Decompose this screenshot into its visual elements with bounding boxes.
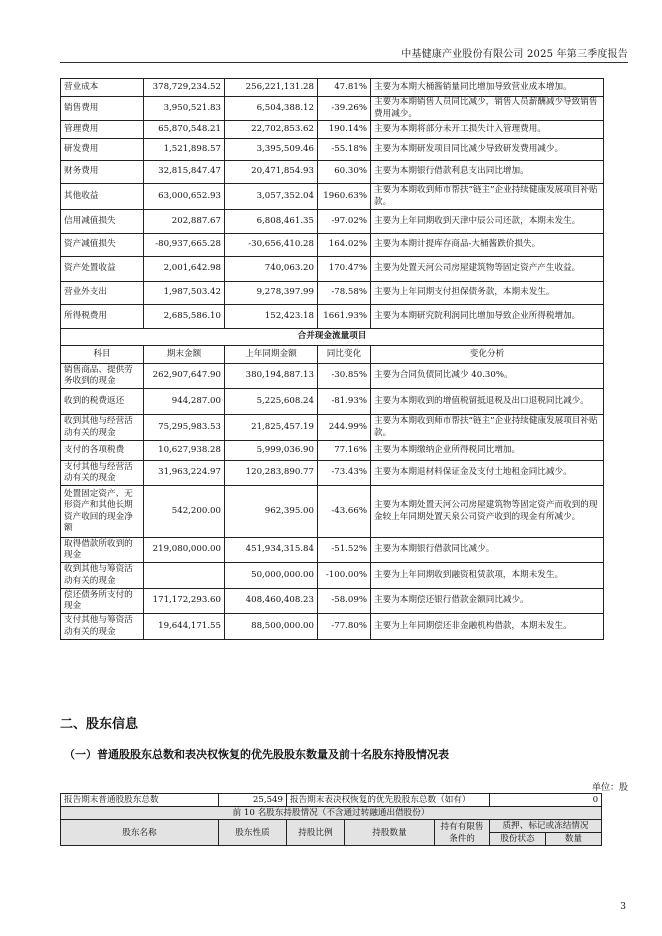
shareholder-header-row-1 — [61, 820, 602, 833]
preferred-shareholders-label: 报告期末表决权恢复的优先股股东总数（如有） — [287, 794, 490, 807]
row-change: 1960.63% — [318, 184, 371, 210]
row-current-amount: 2,001,642.98 — [144, 257, 225, 282]
row-change: -77.80% — [318, 614, 371, 640]
cashflow-section-title: 合并现金流量项目 — [61, 329, 604, 346]
row-item: 收到其他与筹资活动有关的现金 — [61, 563, 144, 589]
shareholder-table — [60, 793, 602, 846]
row-analysis: 主要为上年同期收到天津中辰公司还款，本期未发生。 — [371, 210, 604, 234]
col-header-analysis: 变化分析 — [371, 346, 604, 364]
row-prior-amount: 408,460,408.23 — [225, 589, 318, 614]
row-prior-amount: 5,999,036.90 — [225, 441, 318, 461]
row-item: 资产减值损失 — [61, 234, 144, 257]
income-row — [61, 305, 604, 329]
cashflow-row — [61, 589, 604, 614]
row-current-amount: 542,200.00 — [144, 486, 225, 538]
row-prior-amount: 50,000,000.00 — [225, 563, 318, 589]
row-current-amount: 1,521,898.57 — [144, 139, 225, 161]
col-header-nature: 股东性质 — [219, 820, 287, 846]
row-prior-amount: -30,656,410.28 — [225, 234, 318, 257]
row-item: 其他收益 — [61, 184, 144, 210]
row-prior-amount: 3,395,509.46 — [225, 139, 318, 161]
income-row — [61, 97, 604, 121]
income-row — [61, 234, 604, 257]
cashflow-row — [61, 461, 604, 486]
row-analysis: 主要为处置天河公司房屋建筑物等固定资产产生收益。 — [371, 257, 604, 282]
row-analysis: 主要为本期退材料保证金及支付土地租金同比减少。 — [371, 461, 604, 486]
income-row — [61, 282, 604, 305]
income-rows — [61, 79, 604, 329]
total-shareholders-label: 报告期末普通股股东总数 — [61, 794, 219, 807]
page-number: 3 — [620, 902, 626, 912]
section-title-shareholders: 二、股东信息 — [60, 717, 139, 732]
row-current-amount: 10,627,938.28 — [144, 441, 225, 461]
unit-label: 单位：股 — [591, 783, 628, 793]
row-change: -97.02% — [318, 210, 371, 234]
row-prior-amount: 6,504,388.12 — [225, 97, 318, 121]
row-change: 170.47% — [318, 257, 371, 282]
row-analysis: 主要为本期计提库存商品-大桶酱跌价损失。 — [371, 234, 604, 257]
total-shareholders-value: 25,549 — [219, 794, 287, 807]
row-current-amount: 378,729,234.52 — [144, 79, 225, 97]
row-current-amount: 1,987,503.42 — [144, 282, 225, 305]
row-change: -43.66% — [318, 486, 371, 538]
row-item: 研发费用 — [61, 139, 144, 161]
top10-caption-row — [61, 807, 602, 820]
row-current-amount — [144, 563, 225, 589]
cashflow-row — [61, 415, 604, 441]
col-header-amount: 数量 — [546, 833, 602, 846]
row-current-amount: 75,295,983.53 — [144, 415, 225, 441]
row-item: 资产处置收益 — [61, 257, 144, 282]
row-analysis: 主要为本期研究院利润同比增加导致企业所得税增加。 — [371, 305, 604, 329]
row-analysis: 主要为本期处置天河公司房屋建筑物等固定资产而收到的现金较上年同期处置天泉公司资产收到的现金有所减少。 — [371, 486, 604, 538]
row-prior-amount: 5,225,608.24 — [225, 389, 318, 415]
income-row — [61, 161, 604, 184]
row-item: 支付其他与经营活动有关的现金 — [61, 461, 144, 486]
income-row — [61, 139, 604, 161]
row-item: 取得借款所收到的现金 — [61, 538, 144, 563]
row-change: -81.93% — [318, 389, 371, 415]
row-analysis: 主要为本期收到的增值税留抵退税及出口退税同比减少。 — [371, 389, 604, 415]
row-change: -39.26% — [318, 97, 371, 121]
row-change: -55.18% — [318, 139, 371, 161]
col-header-ratio: 持股比例 — [287, 820, 345, 846]
row-analysis: 主要为本期收到师市帮扶“链主”企业持续健康发展项目补贴款。 — [371, 415, 604, 441]
financial-change-table — [60, 78, 604, 640]
row-current-amount: 202,887.67 — [144, 210, 225, 234]
row-item: 管理费用 — [61, 121, 144, 139]
cashflow-section-title-row — [61, 329, 604, 346]
row-change: -30.85% — [318, 364, 371, 389]
row-prior-amount: 88,500,000.00 — [225, 614, 318, 640]
income-row — [61, 79, 604, 97]
row-item: 支付其他与筹资活动有关的现金 — [61, 614, 144, 640]
cashflow-header-row — [61, 346, 604, 364]
col-header-pledge: 质押、标记或冻结情况 — [490, 820, 602, 833]
top10-caption: 前 10 名股东持股情况（不含通过转融通出借股份） — [61, 807, 602, 820]
col-header-quantity: 持股数量 — [345, 820, 435, 846]
col-header-name: 股东名称 — [61, 820, 219, 846]
shareholder-summary-row — [61, 794, 602, 807]
col-header-share-status: 股份状态 — [490, 833, 546, 846]
row-change: -58.09% — [318, 589, 371, 614]
row-change: 244.99% — [318, 415, 371, 441]
cashflow-section — [61, 329, 604, 364]
row-item: 收到其他与经营活动有关的现金 — [61, 415, 144, 441]
row-prior-amount: 451,934,315.84 — [225, 538, 318, 563]
row-analysis: 主要为本期销售人员同比减少，销售人员薪酬减少导致销售费用减少。 — [371, 97, 604, 121]
row-item: 销售费用 — [61, 97, 144, 121]
cashflow-row — [61, 563, 604, 589]
row-change: 164.02% — [318, 234, 371, 257]
row-change: 190.14% — [318, 121, 371, 139]
page-header: 中基健康产业股份有限公司 2025 年第三季度报告 — [401, 49, 628, 60]
row-item: 支付的各项税费 — [61, 441, 144, 461]
row-item: 所得税费用 — [61, 305, 144, 329]
row-analysis: 主要为本期银行借款同比减少。 — [371, 538, 604, 563]
row-change: 77.16% — [318, 441, 371, 461]
cashflow-row — [61, 389, 604, 415]
row-analysis: 主要为本期收到师市帮扶“链主”企业持续健康发展项目补贴款。 — [371, 184, 604, 210]
row-change: -78.58% — [318, 282, 371, 305]
row-current-amount: 63,000,652.93 — [144, 184, 225, 210]
row-change: 47.81% — [318, 79, 371, 97]
row-analysis: 主要为本期研发项目同比减少导致研发费用减少。 — [371, 139, 604, 161]
header-rule — [60, 62, 628, 63]
row-current-amount: 171,172,293.60 — [144, 589, 225, 614]
row-current-amount: 219,080,000.00 — [144, 538, 225, 563]
row-current-amount: 3,950,521.83 — [144, 97, 225, 121]
row-analysis: 主要为本期大桶酱销量同比增加导致营业成本增加。 — [371, 79, 604, 97]
row-item: 信用减值损失 — [61, 210, 144, 234]
row-current-amount: 944,287.00 — [144, 389, 225, 415]
row-current-amount: 19,644,171.55 — [144, 614, 225, 640]
row-prior-amount: 22,702,853.62 — [225, 121, 318, 139]
row-item: 收到的税费返还 — [61, 389, 144, 415]
row-analysis: 主要为本期偿还银行借款金额同比减少。 — [371, 589, 604, 614]
col-header-current: 期末金额 — [144, 346, 225, 364]
cashflow-rows — [61, 364, 604, 640]
row-current-amount: -80,937,665.28 — [144, 234, 225, 257]
row-prior-amount: 120,283,890.77 — [225, 461, 318, 486]
row-prior-amount: 740,063.20 — [225, 257, 318, 282]
col-header-prior: 上年同期金额 — [225, 346, 318, 364]
col-header-item: 科目 — [61, 346, 144, 364]
cashflow-row — [61, 441, 604, 461]
income-row — [61, 184, 604, 210]
row-prior-amount: 962,395.00 — [225, 486, 318, 538]
row-current-amount: 262,907,647.90 — [144, 364, 225, 389]
income-row — [61, 121, 604, 139]
col-header-change: 同比变化 — [318, 346, 371, 364]
preferred-shareholders-value: 0 — [490, 794, 602, 807]
row-prior-amount: 20,471,854.93 — [225, 161, 318, 184]
row-analysis: 主要为上年同期偿还非金融机构借款，本期未发生。 — [371, 614, 604, 640]
row-current-amount: 2,685,586.10 — [144, 305, 225, 329]
row-current-amount: 31,963,224.97 — [144, 461, 225, 486]
row-item: 财务费用 — [61, 161, 144, 184]
row-analysis: 主要为上年同期支付担保债务款，本期未发生。 — [371, 282, 604, 305]
row-item: 营业外支出 — [61, 282, 144, 305]
row-current-amount: 65,870,548.21 — [144, 121, 225, 139]
row-analysis: 主要为本期银行借款利息支出同比增加。 — [371, 161, 604, 184]
row-prior-amount: 6,808,461.35 — [225, 210, 318, 234]
cashflow-row — [61, 538, 604, 563]
cashflow-row — [61, 364, 604, 389]
row-item: 营业成本 — [61, 79, 144, 97]
row-change: -51.52% — [318, 538, 371, 563]
row-change: -73.43% — [318, 461, 371, 486]
row-analysis: 主要为上年同期收到融资租赁款项，本期未发生。 — [371, 563, 604, 589]
row-change: 60.30% — [318, 161, 371, 184]
row-current-amount: 32,815,847.47 — [144, 161, 225, 184]
row-item: 销售商品、提供劳务收到的现金 — [61, 364, 144, 389]
row-prior-amount: 152,423.18 — [225, 305, 318, 329]
cashflow-row — [61, 614, 604, 640]
income-row — [61, 210, 604, 234]
row-change: -100.00% — [318, 563, 371, 589]
row-prior-amount: 9,278,397.99 — [225, 282, 318, 305]
row-analysis: 主要为合同负债同比减少 40.30%。 — [371, 364, 604, 389]
row-prior-amount: 21,825,457.19 — [225, 415, 318, 441]
row-prior-amount: 380,194,887.13 — [225, 364, 318, 389]
row-prior-amount: 256,221,131.28 — [225, 79, 318, 97]
cashflow-row — [61, 486, 604, 538]
row-analysis: 主要为本期缴纳企业所得税同比增加。 — [371, 441, 604, 461]
row-item: 处置固定资产、无形资产和其他长期资产收回的现金净额 — [61, 486, 144, 538]
subsection-title-shareholder-table: （一）普通股股东总数和表决权恢复的优先股股东数量及前十名股东持股情况表 — [64, 748, 449, 761]
row-change: 1661.93% — [318, 305, 371, 329]
row-item: 偿还债务所支付的现金 — [61, 589, 144, 614]
income-row — [61, 257, 604, 282]
col-header-restricted: 持有有限售条件的 — [435, 820, 490, 846]
row-prior-amount: 3,057,352.04 — [225, 184, 318, 210]
row-analysis: 主要为本期将部分未开工损失计入管理费用。 — [371, 121, 604, 139]
